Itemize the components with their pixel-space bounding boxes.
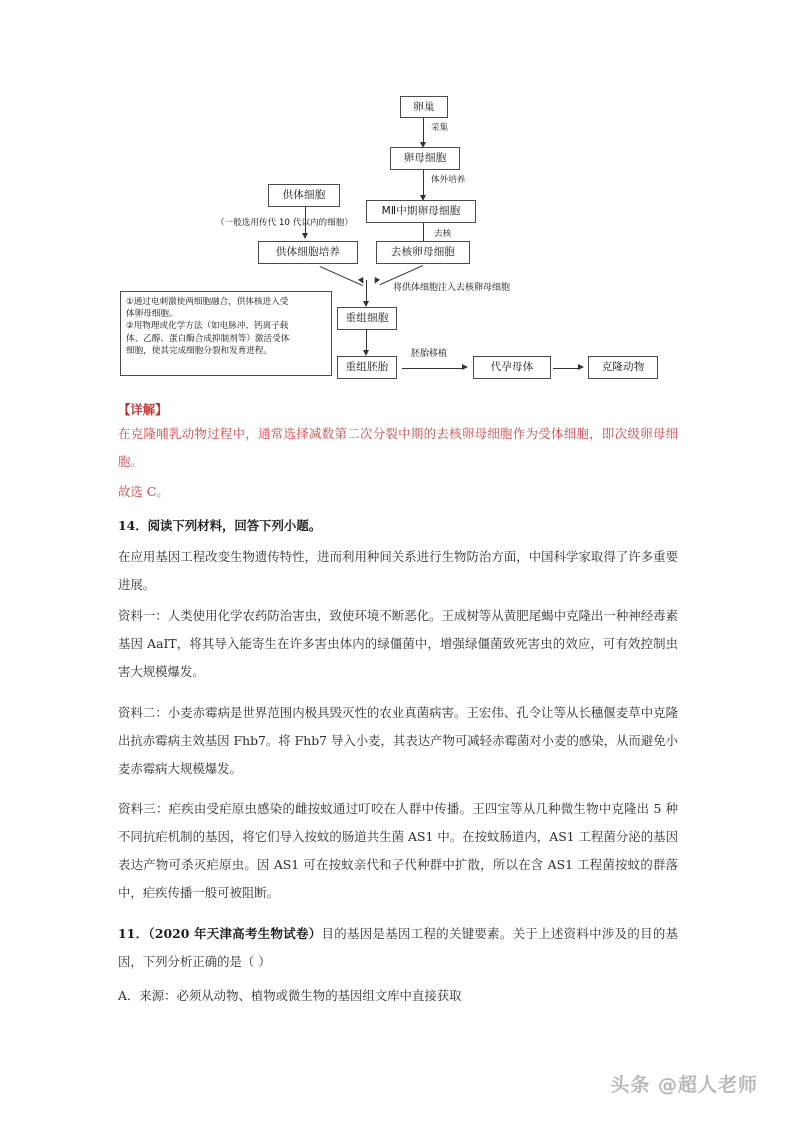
material-2: 资料二：小麦赤霉病是世界范围内极具毁灭性的农业真菌病害。王宏伟、孔令让等从长穗偃麦草中克隆出抗赤霉病主效基因 Fhb7。将 Fhb7 导入小麦，其表达产物可减轻赤霉菌对小麦的感染，从而避免小麦赤霉病大规模爆发。 (118, 705, 678, 776)
flow-node-oocyte: 卵母细胞 (390, 147, 460, 170)
note-line-1: ①通过电刺激使两细胞融合，供体核进入受 (126, 297, 289, 307)
note-line-4: 体、乙醇、蛋白酶合成抑制剂等）激活受体 (126, 333, 290, 344)
flow-node-donor-cell: 供体细胞 (268, 184, 340, 207)
edge-oocyte-to-mii (423, 170, 424, 197)
note-line-2: 体卵母细胞。 (126, 309, 178, 320)
arrow-donor-culture-to-recomb (358, 277, 366, 285)
flow-node-enucleated-oocyte: 去核卵母细胞 (376, 241, 470, 264)
explanation-conclusion: 故选 C。 (118, 484, 169, 499)
edge-label-enucleation: 去核 (434, 229, 452, 239)
edge-to-recombinant-cell (366, 280, 367, 303)
watermark: 头条 @超人老师 (610, 1074, 758, 1096)
explanation-paragraph: 在克隆哺乳动物过程中，通常选择减数第二次分裂中期的去核卵母细胞作为受体细胞，即次级卵母细胞。 (118, 426, 678, 469)
note-line-3: ②用物理或化学方法（如电脉冲、钙离子载 (126, 321, 289, 332)
edge-label-donor-note: （一般选用传代 10 代以内的细胞） (216, 218, 354, 228)
edge-recomb-cell-to-embryo (366, 330, 367, 352)
question-11-option-a: A．来源：必须从动物、植物或微生物的基因组文库中直接获取 (118, 988, 462, 1003)
flow-node-surrogate-mother: 代孕母体 (473, 356, 551, 379)
flow-node-mii-oocyte: MⅡ中期卵母细胞 (366, 200, 476, 223)
edge-surrogate-to-cloned (553, 368, 579, 369)
arrow-surrogate-to-cloned (578, 364, 584, 370)
question-14-intro: 在应用基因工程改变生物遗传特性，进而利用种间关系进行生物防治方面，中国科学家取得了许多重要进展。 (118, 549, 678, 592)
question-11 (118, 920, 678, 976)
question-11-source: （2020 年天津高考生物试卷） (148, 926, 322, 941)
flowchart-note-box (120, 291, 332, 376)
edge-label-embryo-transfer: 胚胎移植 (411, 349, 448, 359)
edge-ovary-to-oocyte (423, 118, 424, 144)
cloning-flowchart (118, 88, 678, 398)
explanation-heading: 【详解】 (118, 402, 168, 417)
edge-embryo-to-surrogate (402, 368, 463, 369)
flow-node-recombinant-embryo: 重组胚胎 (337, 356, 397, 379)
arrow-donor-to-culture (302, 233, 308, 239)
edge-label-in-vitro-culture: 体外培养 (431, 175, 466, 185)
flow-node-cloned-animal: 克隆动物 (588, 356, 658, 379)
flow-node-recombinant-cell: 重组细胞 (337, 307, 397, 330)
edge-label-collect: 采集 (431, 123, 449, 133)
flow-node-ovary: 卵巢 (400, 96, 448, 118)
arrow-embryo-to-surrogate (462, 364, 468, 370)
flow-node-donor-culture: 供体细胞培养 (258, 241, 358, 264)
note-line-5: 细胞，使其完成细胞分裂和发育进程。 (126, 345, 273, 356)
edge-label-inject: 将供体细胞注入去核卵母细胞 (393, 283, 511, 293)
question-14-stem: 14．阅读下列材料，回答下列小题。 (118, 518, 322, 533)
question-11-stem: 目的基因是基因工程的关键要素。关于上述资料中涉及的目的基因，下列分析正确的是（ ） (118, 926, 678, 969)
question-11-number: 11． (118, 926, 149, 941)
material-3: 资料三：疟疾由受疟原虫感染的雌按蚊通过叮咬在人群中传播。王四宝等从几种微生物中克隆出 5 种不同抗疟机制的基因，将它们导入按蚊的肠道共生菌 AS1 中。在按蚊肠道内，AS1 工程菌分泌的基因表达产物可杀灭疟原虫。因 AS1 可在按蚊亲代和子代种群中扩散，所以在含 AS1 工程菌按蚊的群落中，疟疾传播一般可被阻断。 (118, 801, 678, 900)
material-1: 资料一：人类使用化学农药防治害虫，致使环境不断恶化。王成树等从黄肥尾蝎中克隆出一种神经毒素基因 AaIT，将其导入能寄生在许多害虫体内的绿僵菌中，增强绿僵菌致死害虫的效应，可有效控制虫害大规模爆发。 (118, 608, 678, 679)
edge-donor-culture-to-recomb (320, 266, 363, 286)
